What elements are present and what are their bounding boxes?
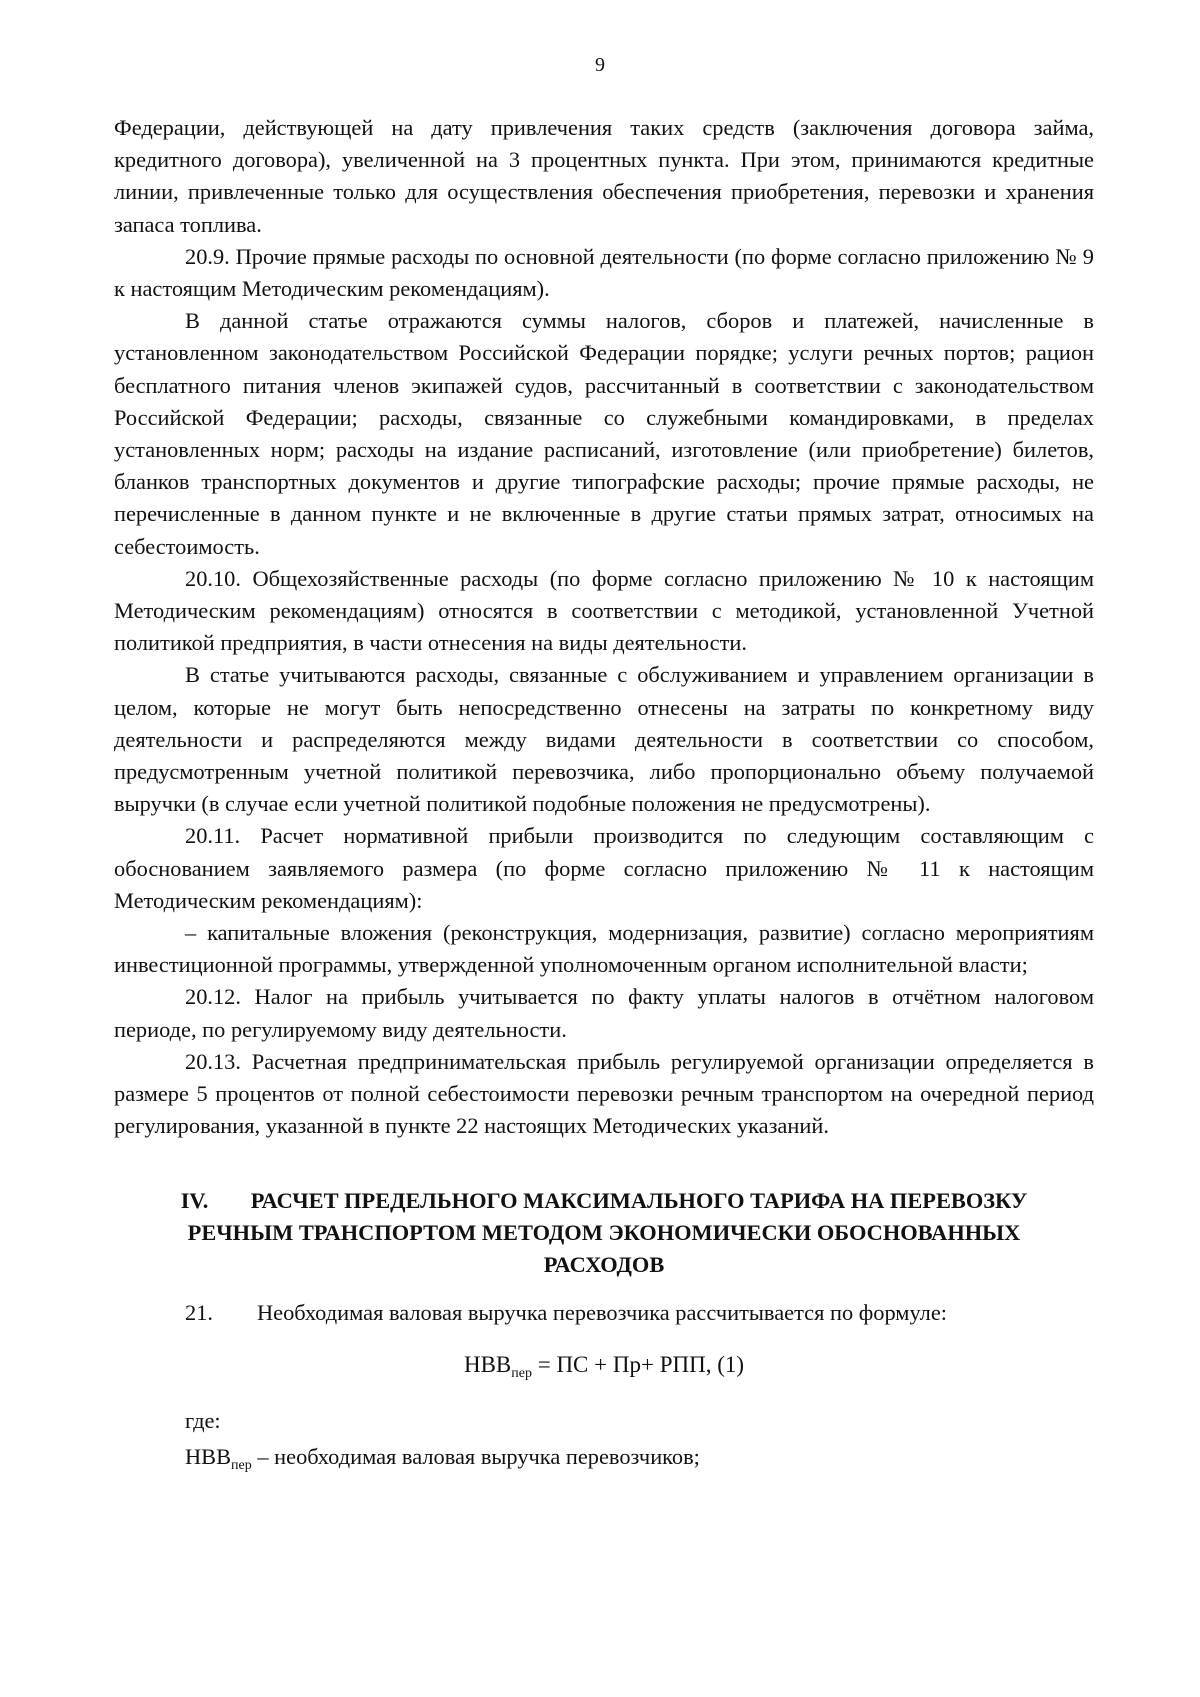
where-label: где: (185, 1407, 221, 1433)
item-21 (114, 1297, 1094, 1329)
paragraph-20-13: 20.13. Расчетная предпринимательская прибыль регулируемой организации определяется в размере 5 процентов от полной себестоимости перевозки речным транспортом на очередной период регулирования, указанной в пункте 22 настоящих Методических указаний. (114, 1048, 1094, 1139)
item-21-text: Необходимая валовая выручка перевозчика рассчитывается по формуле: (257, 1300, 948, 1326)
paragraph-20-12: 20.12. Налог на прибыль учитывается по факту уплаты налогов в отчётном налоговом периоде, по регулируемому виду деятельности. (114, 984, 1094, 1042)
formula-1 (114, 1349, 1094, 1390)
paragraph-20-11: 20.11. Расчет нормативной прибыли производится по следующим составляющим с обоснованием заявляемого размера (по форме согласно приложению № 11 к настоящим Методическим рекомендациям): (114, 823, 1094, 913)
paragraph-continuation: Федерации, действующей на дату привлечения таких средств (заключения договора займа, кредитного договора), увеличенной на 3 процентных пункта. При этом, принимаются кредитные линии, привлеченные только для осуществления обеспечения приобретения, перевозки и хранения запаса топлива. (114, 115, 1094, 237)
list-item-capital-investments: – капитальные вложения (реконструкция, модернизация, развитие) согласно мероприятиям инвестиционной программы, утвержденной уполномоченным органом исполнительной власти; (114, 920, 1094, 978)
definition-nvv (114, 1441, 1094, 1482)
paragraph-20-9: 20.9. Прочие прямые расходы по основной деятельности (по форме согласно приложению № 9 к настоящим Методическим рекомендациям). (114, 243, 1094, 302)
definition-symbol: НВВ (185, 1443, 232, 1469)
paragraph-20-9-details: В данной статье отражаются суммы налогов, сборов и платежей, начисленные в установленном законодательством Российской Федерации порядке; услуги речных портов; рацион бесплатного питания членов экипажей судов, рассчитанный в соответствии с законодательством Российской Федерации; расходы, связанные со служебными командировками, в пределах установленных норм; расходы на издание расписаний, изготовление (или приобретение) билетов, бланков транспортных документов и другие типографские расходы; прочие прямые расходы, не перечисленные в данном пункте и не включенные в другие статьи прямых затрат, относимых на себестоимость. (114, 308, 1094, 559)
section-heading (114, 1185, 1094, 1282)
page-number: 9 (595, 54, 605, 76)
formula-lhs-subscript: пер (511, 1366, 532, 1382)
paragraph-20-10-details: В статье учитываются расходы, связанные с обслуживанием и управлением организации в целом, которые не могут быть непосредственно отнесены на затраты по конкретному виду деятельности и распределяются между видами деятельности в соответствии со способом, предусмотренным учетной политикой перевозчика, либо пропорционально объему получаемой выручки (в случае если учетной политикой подобные положения не предусмотрены). (114, 662, 1094, 817)
definition-text: – необходимая валовая выручка перевозчиков; (251, 1443, 700, 1469)
section-roman-numeral: IV. (180, 1187, 209, 1213)
definition-symbol-subscript: пер (231, 1457, 252, 1473)
section-heading-line-1 (114, 1185, 1094, 1217)
section-heading-line-2: РЕЧНЫМ ТРАНСПОРТОМ МЕТОДОМ ЭКОНОМИЧЕСКИ ОБОСНОВАННЫХ (187, 1219, 1021, 1245)
document-body (114, 112, 1094, 1482)
formula-lhs: НВВ (463, 1352, 512, 1378)
section-heading-line-3: РАСХОДОВ (543, 1251, 665, 1277)
item-21-number: 21. (185, 1300, 213, 1326)
formula-rhs: = ПС + Пр+ РПП, (1) (531, 1352, 745, 1378)
paragraph-20-10: 20.10. Общехозяйственные расходы (по форме согласно приложению № 10 к настоящим Методическим рекомендациям) относятся в соответствии с методикой, установленной Учетной политикой предприятия, в части отнесения на виды деятельности. (114, 565, 1094, 656)
section-title-part-1: РАСЧЕТ ПРЕДЕЛЬНОГО МАКСИМАЛЬНОГО ТАРИФА НА ПЕРЕВОЗКУ (250, 1187, 1028, 1213)
